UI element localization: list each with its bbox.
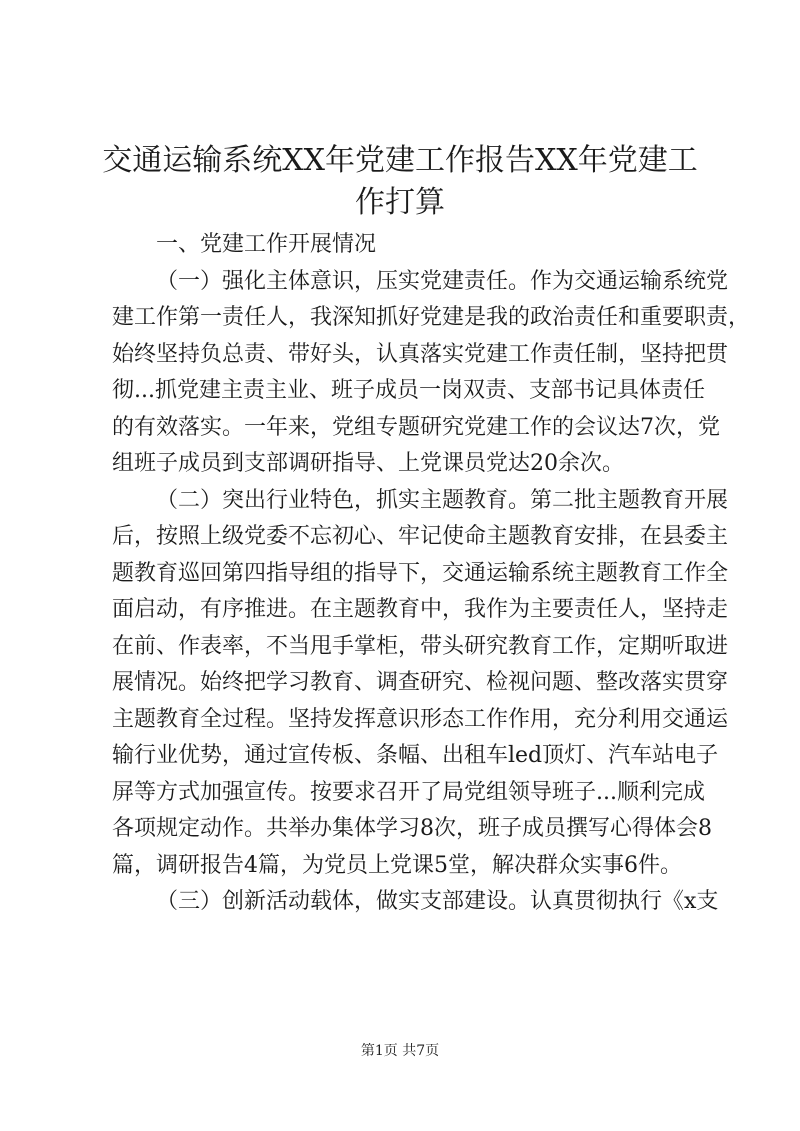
paragraph-line: 后，按照上级党委不忘初心、牢记使命主题教育安排，在县委主 — [112, 524, 729, 549]
page-footer: 第1页 共7页 — [360, 1043, 440, 1059]
paragraph-line: 篇，调研报告4篇，为党员上党课5堂，解决群众实事6件。 — [112, 852, 682, 878]
section-heading: 一、党建工作开展情况 — [156, 232, 377, 257]
paragraph-line: 始终坚持负总责、带好头，认真落实党建工作责任制，坚持把贯 — [112, 341, 729, 367]
title-line-1: 交通运输系统XX年党建工作报告XX年党建工 — [102, 143, 698, 178]
paragraph-line: 屏等方式加强宣传。按要求召开了局党组领导班子...顺利完成 — [112, 779, 705, 805]
paragraph-line: 组班子成员到支部调研指导、上党课员党达20余次。 — [112, 451, 624, 476]
paragraph-line: 题教育巡回第四指导组的指导下，交通运输系统主题教育工作全 — [112, 560, 729, 586]
document-body — [112, 227, 751, 921]
document-title — [100, 140, 700, 224]
paragraph-line: 输行业优势，通过宣传板、条幅、出租车led顶灯、汽车站电子 — [112, 743, 719, 768]
paragraph-line: 在前、作表率，不当甩手掌柜，带头研究教育工作，定期听取进 — [112, 633, 729, 659]
paragraph-line: 的有效落实。一年来，党组专题研究党建工作的会议达7次，党 — [112, 414, 720, 440]
paragraph-line: 主题教育全过程。坚持发挥意识形态工作作用，充分利用交通运 — [112, 706, 729, 732]
paragraph-line: （二）突出行业特色，抓实主题教育。第二批主题教育开展 — [156, 487, 729, 513]
paragraph-line: （三）创新活动载体，做实支部建设。认真贯彻执行《x支 — [156, 889, 719, 914]
paragraph-line: 彻...抓党建主责主业、班子成员一岗双责、支部书记具体责任 — [112, 378, 705, 403]
paragraph-line: 建工作第一责任人，我深知抓好党建是我的政治责任和重要职责， — [112, 305, 751, 330]
paragraph-line: （一）强化主体意识，压实党建责任。作为交通运输系统党 — [156, 268, 729, 294]
paragraph-line: 面启动，有序推进。在主题教育中，我作为主要责任人，坚持走 — [112, 597, 729, 622]
paragraph-line: 展情况。始终把学习教育、调查研究、检视问题、整改落实贯穿 — [112, 670, 729, 695]
paragraph-line: 各项规定动作。共举办集体学习8次，班子成员撰写心得体会8 — [112, 816, 712, 841]
title-line-2: 作打算 — [355, 185, 445, 220]
